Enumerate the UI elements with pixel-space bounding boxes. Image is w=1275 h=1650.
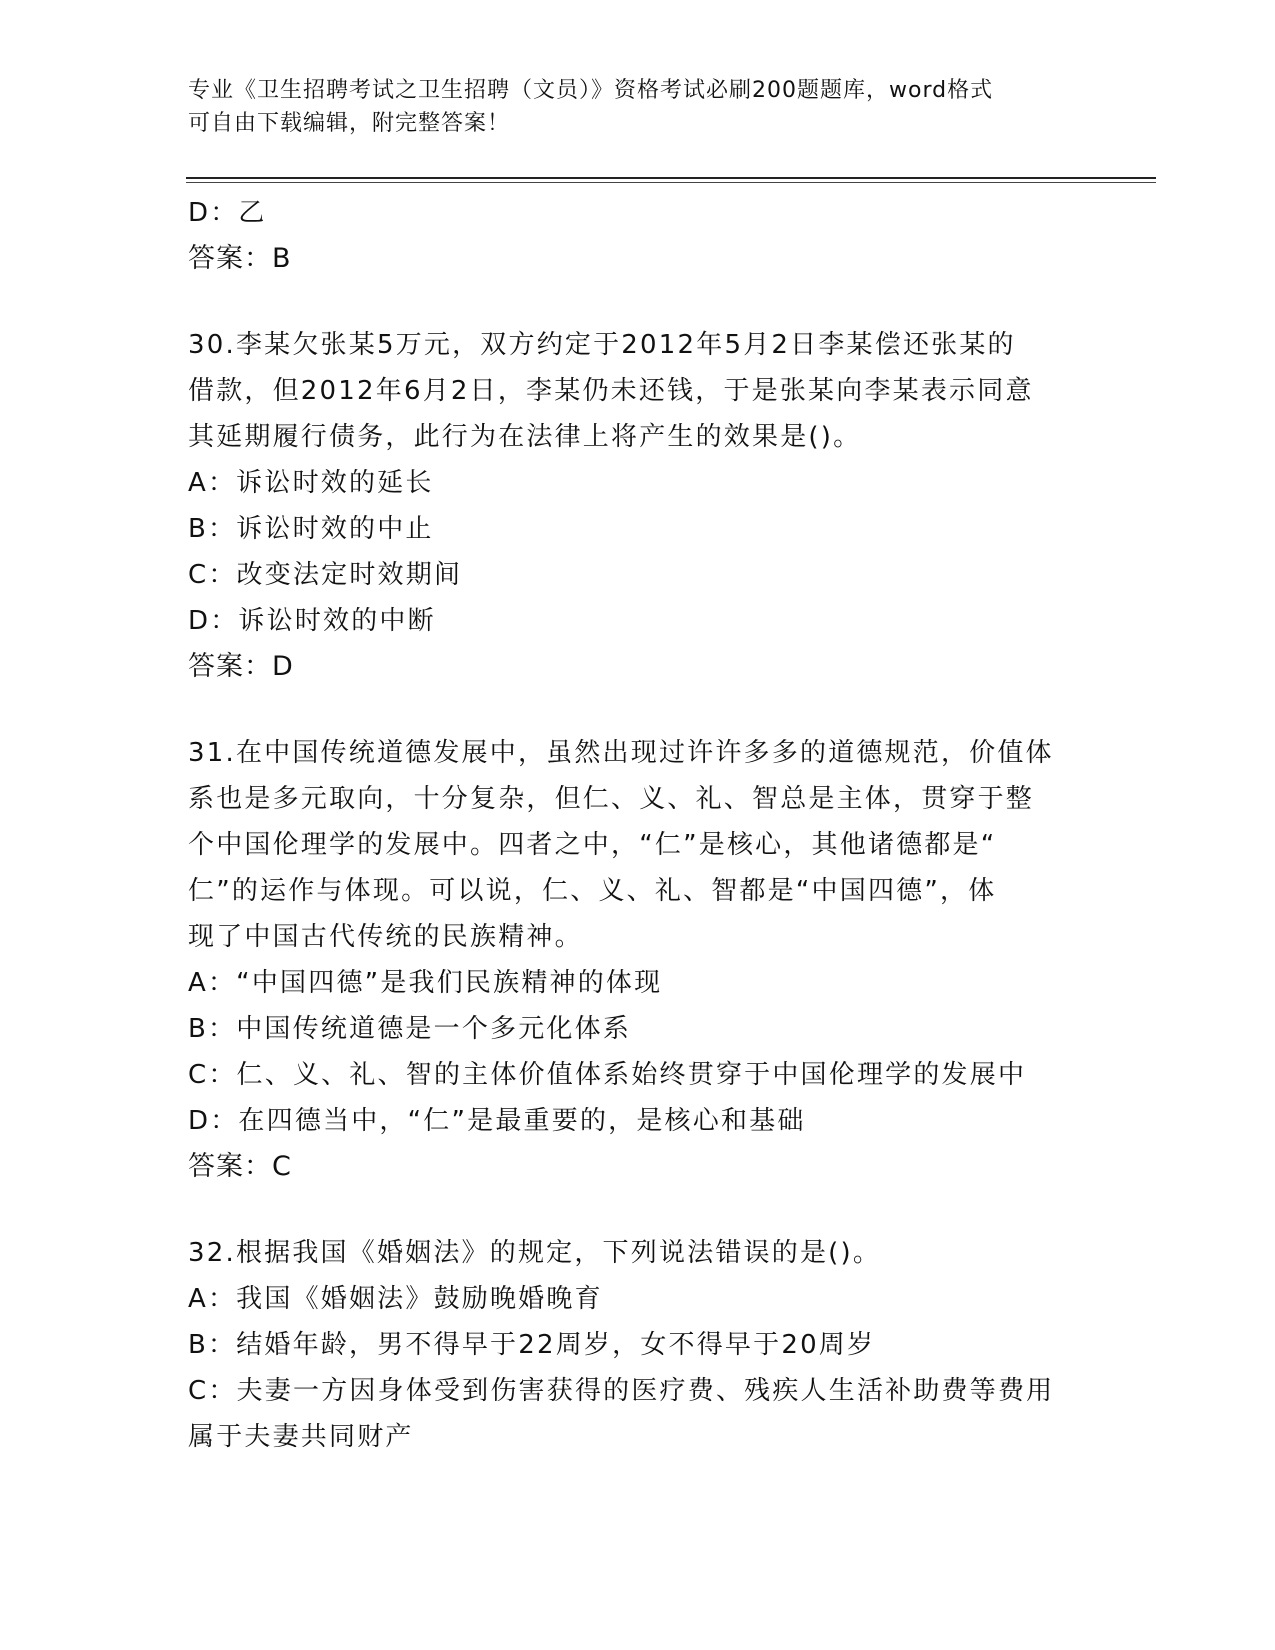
- option-b: B：诉讼时效的中止: [188, 514, 434, 544]
- header-divider-thin: [186, 182, 1156, 183]
- option-b: B：中国传统道德是一个多元化体系: [188, 1014, 632, 1044]
- spacer: [188, 282, 1088, 322]
- answer-line: 答案：D: [188, 651, 294, 682]
- header-divider-thick: [186, 177, 1156, 179]
- spacer: [188, 1190, 1088, 1230]
- previous-question-tail: [188, 190, 1088, 282]
- question-text-line: 系也是多元取向，十分复杂，但仁、义、礼、智总是主体，贯穿于整: [188, 784, 1035, 814]
- question-30: [188, 322, 1088, 690]
- option-c: C：夫妻一方因身体受到伤害获得的医疗费、残疾人生活补助费等费用: [188, 1376, 1055, 1406]
- option-c-continued: 属于夫妻共同财产: [188, 1422, 414, 1452]
- question-text-line: 32.根据我国《婚姻法》的规定，下列说法错误的是()。: [188, 1238, 882, 1268]
- answer-line: 答案：B: [188, 243, 292, 274]
- option-d: D：在四德当中，“仁”是最重要的，是核心和基础: [188, 1106, 806, 1136]
- spacer: [188, 690, 1088, 730]
- question-text-line: 31.在中国传统道德发展中，虽然出现过许许多多的道德规范，价值体: [188, 738, 1054, 768]
- question-31: [188, 730, 1088, 1190]
- question-32: [188, 1230, 1088, 1460]
- question-text-line: 仁”的运作与体现。可以说，仁、义、礼、智都是“中国四德”，体: [188, 876, 997, 906]
- option-c: C：改变法定时效期间: [188, 560, 463, 590]
- option-a: A：我国《婚姻法》鼓励晚婚晚育: [188, 1284, 603, 1314]
- document-body: [188, 190, 1088, 1460]
- header-title-line-1: 专业《卫生招聘考试之卫生招聘（文员）》资格考试必刷200题题库，word格式: [188, 78, 994, 103]
- question-text-line: 30.李某欠张某5万元，双方约定于2012年5月2日李某偿还张某的: [188, 330, 1016, 360]
- page-header: [188, 74, 1068, 140]
- question-text-line: 现了中国古代传统的民族精神。: [188, 922, 583, 952]
- header-title-line-2: 可自由下载编辑，附完整答案！: [188, 111, 511, 136]
- option-d: D：诉讼时效的中断: [188, 606, 436, 636]
- option-d: D：乙: [188, 198, 267, 228]
- question-text-line: 个中国伦理学的发展中。四者之中，“仁”是核心，其他诸德都是“: [188, 830, 997, 860]
- option-a: A：“中国四德”是我们民族精神的体现: [188, 968, 663, 998]
- option-b: B：结婚年龄，男不得早于22周岁，女不得早于20周岁: [188, 1330, 876, 1360]
- answer-line: 答案：C: [188, 1151, 292, 1182]
- option-c: C：仁、义、礼、智的主体价值体系始终贯穿于中国伦理学的发展中: [188, 1060, 1027, 1090]
- question-text-line: 借款，但2012年6月2日，李某仍未还钱，于是张某向李某表示同意: [188, 376, 1034, 406]
- question-text-line: 其延期履行债务，此行为在法律上将产生的效果是()。: [188, 422, 862, 452]
- option-a: A：诉讼时效的延长: [188, 468, 434, 498]
